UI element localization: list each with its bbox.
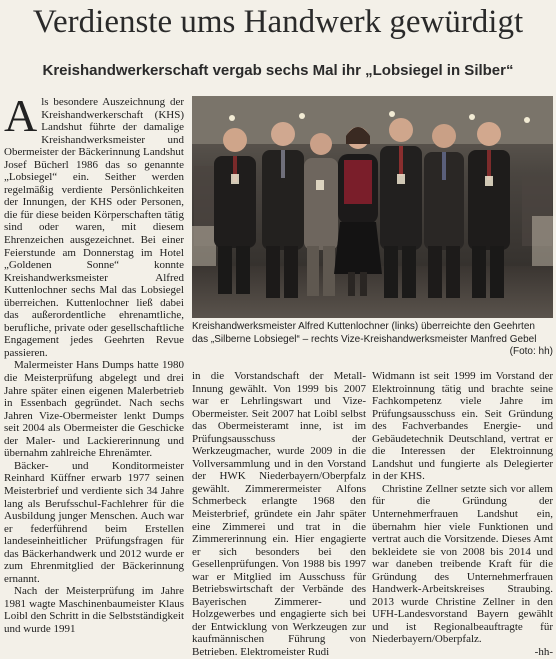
subheadline: Kreishandwerkerschaft vergab sechs Mal ihr „Lobsiegel in Silber“ xyxy=(42,62,514,79)
paragraph: Malermeister Hans Dumps hatte 1980 die Meisterprüfung abgelegt und drei Jahre später einen eigenen Malerbetrieb in Essenbach gegründet. Nach sechs Jahren Vize-Obermeister lenkt Dumps seit 2004 als Obermeister die Geschicke der Maler- und Lackiererinnung und übernahm zahlreiche Ehrenämter. xyxy=(4,359,184,460)
group-photo-image xyxy=(192,96,553,318)
article-column-2 xyxy=(192,370,366,659)
group-photo xyxy=(192,96,553,318)
paragraph: Bäcker- und Konditormeister Reinhard Küffner erwarb 1977 seinen Meisterbrief und verdiente sich 34 Jahre lang als Berufsschul-Fachlehrer für die Ausbildung junger Menschen. Auch war er federführend beim Erstellen landeseinheitlicher Prüfungsfragen für das Bäckerhandwerk und 2012 wurde er zum Ehrenmitglied der Bäckerinnung ernannt. xyxy=(4,459,184,585)
headline: Verdienste ums Handwerk gewürdigt xyxy=(32,4,524,40)
paragraph: Christine Zellner setzte sich vor allem für die Gründung der Unternehmerfrauen Landshut ein, übernahm hier viele Funktionen und vertrat auch die Vorsitzende. Dieses Amt bekleidete sie von 2008 bis 2014 und war daneben treibende Kraft für die Gründung des Unternehmerfrauen Handwerk-Arbeitskreises Straubing. 2013 wurde Christine Zellner in den UFH-Landesvorstand Bayern gewählt und ist Regionalbeauftragte für Niederbayern/Oberpfalz. xyxy=(372,482,553,646)
paragraph: Nach der Meisterprüfung im Jahre 1981 wagte Maschinenbaumeister Klaus Loibl den Schritt in die Selbstständigkeit und wurde 1991 xyxy=(4,585,184,635)
author-signature: -hh- xyxy=(534,646,553,659)
photo-credit: (Foto: hh) xyxy=(509,346,553,358)
caption-text: Kreishandwerksmeister Alfred Kuttenlochner (links) überreichte den Geehrten das „Silberne Lobsiegel“ – rechts Vize-Kreishandwerksmeister Manfred Gebel xyxy=(192,321,537,345)
paragraph: in die Vorstandschaft der Metall-Innung gewählt. Von 1999 bis 2007 war er Lehrlingswart und Vize-Obermeister. Seit 2007 hat Loibl selbst das Obermeisteramt inne, ist im Prüfungsausschuss der Werkzeugmacher, wurde 2009 in die Vollversammlung und in den Vorstand der HWK Niederbayern/Oberpfalz gewählt. Zimmerermeister Alfons Schmerbeck erlangte 1968 den Meisterbrief, gründete ein Jahr später eine Zimmerei und trat in die Zimmererinnung ein. Hier engagierte er sich besonders bei den Gesellenprüfungen. Von 1988 bis 1997 war er Mitglied im Ausschuss für Betriebswirtschaft der Verbände des Bayerischen Zimmerer- und Holzgewerbes und engagierte sich bei der Entwicklung von Werkzeugen zur kaufmännischen Führung von Betrieben. Elektromeister Rudi xyxy=(192,370,366,659)
article-column-3 xyxy=(372,370,553,659)
paragraph xyxy=(4,90,184,359)
photo-caption xyxy=(192,321,553,359)
drop-cap: A xyxy=(4,90,38,141)
paragraph: Widmann ist seit 1999 im Vorstand der Elektroinnung tätig und brachte seine Fachkompetenz viele Jahre im Prüfungsausschuss ein. Seit Gründung des Fachverbandes Energie- und Gebäudetechnik Deutschland, vertrat er die Interessen der Elektroinnung Landshut und fungierte als Delegierter in der KHS. xyxy=(372,370,553,483)
paragraph-text: ls besondere Auszeichnung der Kreishandwerkerschaft (KHS) Landshut führte der damalige Kreishandwerksmeister und Obermeister der Bäckerinnung Landshut Josef Bücherl 1986 das so genannte „Lobsiegel“ ein. Seither werden regelmäßig verdiente Persönlichkeiten der Innungen, der KHS oder Personen, die für diese beiden Körperschaften tätig sind oder waren, mit diesem Ehrenzeichen ausgezeichnet. Bei einer Feierstunde am Donnerstag im Hotel „Goldenen Sonne“ konnte Kreishandwerksmeister Alfred Kuttenlochner sechs Mal das Lobsiegel überreichen. Kuttenlochner ließ dabei das außerordentliche ehrenamtliche, berufliche, private oder gesellschaftliche Engagement jedes Geehrten Revue passieren. xyxy=(4,96,184,359)
article-column-1 xyxy=(4,90,184,636)
